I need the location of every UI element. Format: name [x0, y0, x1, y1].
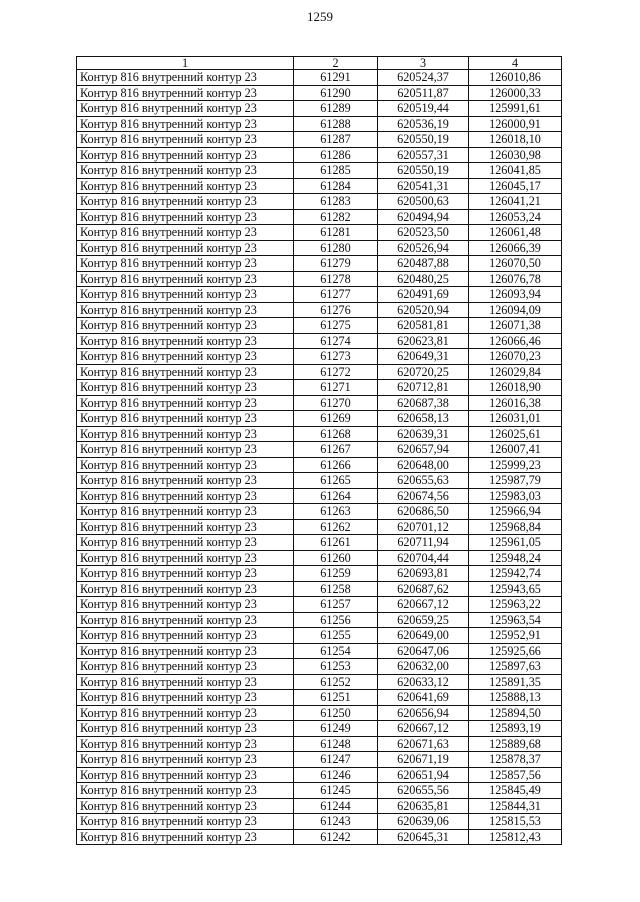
table-row: [77, 721, 562, 737]
y-coordinate-cell: 126000,33: [469, 85, 562, 101]
contour-name-cell: Контур 816 внутренний контур 23: [77, 333, 294, 349]
table-row: [77, 209, 562, 225]
x-coordinate-cell: 620667,12: [378, 721, 469, 737]
contour-name-cell: Контур 816 внутренний контур 23: [77, 612, 294, 628]
point-number-cell: 61262: [294, 519, 378, 535]
table-row: [77, 736, 562, 752]
table-row: [77, 426, 562, 442]
y-coordinate-cell: 125812,43: [469, 829, 562, 845]
table-row: [77, 535, 562, 551]
contour-name-cell: Контур 816 внутренний контур 23: [77, 194, 294, 210]
header-col-2: 2: [294, 57, 378, 70]
contour-name-cell: Контур 816 внутренний контур 23: [77, 442, 294, 458]
table-row: [77, 783, 562, 799]
contour-name-cell: Контур 816 внутренний контур 23: [77, 364, 294, 380]
x-coordinate-cell: 620693,81: [378, 566, 469, 582]
point-number-cell: 61284: [294, 178, 378, 194]
point-number-cell: 61251: [294, 690, 378, 706]
y-coordinate-cell: 125893,19: [469, 721, 562, 737]
contour-name-cell: Контур 816 внутренний контур 23: [77, 147, 294, 163]
contour-name-cell: Контур 816 внутренний контур 23: [77, 798, 294, 814]
y-coordinate-cell: 126007,41: [469, 442, 562, 458]
y-coordinate-cell: 125857,56: [469, 767, 562, 783]
point-number-cell: 61280: [294, 240, 378, 256]
y-coordinate-cell: 125968,84: [469, 519, 562, 535]
x-coordinate-cell: 620491,69: [378, 287, 469, 303]
x-coordinate-cell: 620550,19: [378, 132, 469, 148]
y-coordinate-cell: 125889,68: [469, 736, 562, 752]
point-number-cell: 61242: [294, 829, 378, 845]
y-coordinate-cell: 126000,91: [469, 116, 562, 132]
header-col-3: 3: [378, 57, 469, 70]
contour-name-cell: Контур 816 внутренний контур 23: [77, 674, 294, 690]
point-number-cell: 61268: [294, 426, 378, 442]
y-coordinate-cell: 126041,85: [469, 163, 562, 179]
contour-name-cell: Контур 816 внутренний контур 23: [77, 178, 294, 194]
x-coordinate-cell: 620655,56: [378, 783, 469, 799]
x-coordinate-cell: 620523,50: [378, 225, 469, 241]
table-row: [77, 225, 562, 241]
table-row: [77, 566, 562, 582]
header-col-4: 4: [469, 57, 562, 70]
table-row: [77, 85, 562, 101]
y-coordinate-cell: 125891,35: [469, 674, 562, 690]
y-coordinate-cell: 126029,84: [469, 364, 562, 380]
y-coordinate-cell: 126045,17: [469, 178, 562, 194]
table-row: [77, 147, 562, 163]
coordinates-table: [76, 56, 562, 845]
table-row: [77, 411, 562, 427]
point-number-cell: 61249: [294, 721, 378, 737]
x-coordinate-cell: 620541,31: [378, 178, 469, 194]
x-coordinate-cell: 620581,81: [378, 318, 469, 334]
contour-name-cell: Контур 816 внутренний контур 23: [77, 705, 294, 721]
x-coordinate-cell: 620480,25: [378, 271, 469, 287]
contour-name-cell: Контур 816 внутренний контур 23: [77, 566, 294, 582]
point-number-cell: 61291: [294, 70, 378, 86]
header-col-1: 1: [77, 57, 294, 70]
y-coordinate-cell: 125888,13: [469, 690, 562, 706]
x-coordinate-cell: 620712,81: [378, 380, 469, 396]
y-coordinate-cell: 126076,78: [469, 271, 562, 287]
table-header: [77, 57, 562, 70]
contour-name-cell: Контур 816 внутренний контур 23: [77, 767, 294, 783]
x-coordinate-cell: 620711,94: [378, 535, 469, 551]
x-coordinate-cell: 620641,69: [378, 690, 469, 706]
point-number-cell: 61279: [294, 256, 378, 272]
point-number-cell: 61273: [294, 349, 378, 365]
contour-name-cell: Контур 816 внутренний контур 23: [77, 736, 294, 752]
x-coordinate-cell: 620639,06: [378, 814, 469, 830]
table-row: [77, 364, 562, 380]
point-number-cell: 61257: [294, 597, 378, 613]
x-coordinate-cell: 620667,12: [378, 597, 469, 613]
y-coordinate-cell: 126053,24: [469, 209, 562, 225]
contour-name-cell: Контур 816 внутренний контур 23: [77, 163, 294, 179]
point-number-cell: 61255: [294, 628, 378, 644]
contour-name-cell: Контур 816 внутренний контур 23: [77, 519, 294, 535]
table-row: [77, 178, 562, 194]
y-coordinate-cell: 125991,61: [469, 101, 562, 117]
x-coordinate-cell: 620671,63: [378, 736, 469, 752]
contour-name-cell: Контур 816 внутренний контур 23: [77, 256, 294, 272]
x-coordinate-cell: 620658,13: [378, 411, 469, 427]
y-coordinate-cell: 125948,24: [469, 550, 562, 566]
x-coordinate-cell: 620649,00: [378, 628, 469, 644]
y-coordinate-cell: 126070,23: [469, 349, 562, 365]
x-coordinate-cell: 620720,25: [378, 364, 469, 380]
y-coordinate-cell: 125987,79: [469, 473, 562, 489]
contour-name-cell: Контур 816 внутренний контур 23: [77, 721, 294, 737]
table-row: [77, 798, 562, 814]
contour-name-cell: Контур 816 внутренний контур 23: [77, 550, 294, 566]
x-coordinate-cell: 620671,19: [378, 752, 469, 768]
y-coordinate-cell: 126041,21: [469, 194, 562, 210]
x-coordinate-cell: 620487,88: [378, 256, 469, 272]
x-coordinate-cell: 620686,50: [378, 504, 469, 520]
point-number-cell: 61259: [294, 566, 378, 582]
y-coordinate-cell: 126061,48: [469, 225, 562, 241]
x-coordinate-cell: 620655,63: [378, 473, 469, 489]
y-coordinate-cell: 125966,94: [469, 504, 562, 520]
contour-name-cell: Контур 816 внутренний контур 23: [77, 349, 294, 365]
x-coordinate-cell: 620674,56: [378, 488, 469, 504]
contour-name-cell: Контур 816 внутренний контур 23: [77, 504, 294, 520]
point-number-cell: 61261: [294, 535, 378, 551]
contour-name-cell: Контур 816 внутренний контур 23: [77, 473, 294, 489]
contour-name-cell: Контур 816 внутренний контур 23: [77, 581, 294, 597]
contour-name-cell: Контур 816 внутренний контур 23: [77, 287, 294, 303]
x-coordinate-cell: 620659,25: [378, 612, 469, 628]
point-number-cell: 61290: [294, 85, 378, 101]
point-number-cell: 61286: [294, 147, 378, 163]
contour-name-cell: Контур 816 внутренний контур 23: [77, 85, 294, 101]
table-row: [77, 550, 562, 566]
contour-name-cell: Контур 816 внутренний контур 23: [77, 225, 294, 241]
contour-name-cell: Контур 816 внутренний контур 23: [77, 659, 294, 675]
contour-name-cell: Контур 816 внутренний контур 23: [77, 426, 294, 442]
point-number-cell: 61258: [294, 581, 378, 597]
y-coordinate-cell: 125897,63: [469, 659, 562, 675]
y-coordinate-cell: 126018,90: [469, 380, 562, 396]
x-coordinate-cell: 620635,81: [378, 798, 469, 814]
x-coordinate-cell: 620687,62: [378, 581, 469, 597]
contour-name-cell: Контур 816 внутренний контур 23: [77, 829, 294, 845]
table-row: [77, 318, 562, 334]
x-coordinate-cell: 620526,94: [378, 240, 469, 256]
table-row: [77, 132, 562, 148]
point-number-cell: 61274: [294, 333, 378, 349]
y-coordinate-cell: 126070,50: [469, 256, 562, 272]
point-number-cell: 61266: [294, 457, 378, 473]
y-coordinate-cell: 126093,94: [469, 287, 562, 303]
point-number-cell: 61260: [294, 550, 378, 566]
point-number-cell: 61245: [294, 783, 378, 799]
contour-name-cell: Контур 816 внутренний контур 23: [77, 240, 294, 256]
x-coordinate-cell: 620645,31: [378, 829, 469, 845]
table-row: [77, 829, 562, 845]
x-coordinate-cell: 620649,31: [378, 349, 469, 365]
point-number-cell: 61246: [294, 767, 378, 783]
point-number-cell: 61287: [294, 132, 378, 148]
table-row: [77, 302, 562, 318]
table-row: [77, 643, 562, 659]
y-coordinate-cell: 126066,39: [469, 240, 562, 256]
x-coordinate-cell: 620647,06: [378, 643, 469, 659]
point-number-cell: 61277: [294, 287, 378, 303]
point-number-cell: 61269: [294, 411, 378, 427]
contour-name-cell: Контур 816 внутренний контур 23: [77, 814, 294, 830]
table-row: [77, 674, 562, 690]
point-number-cell: 61283: [294, 194, 378, 210]
contour-name-cell: Контур 816 внутренний контур 23: [77, 488, 294, 504]
table-body: [77, 70, 562, 845]
y-coordinate-cell: 125844,31: [469, 798, 562, 814]
contour-name-cell: Контур 816 внутренний контур 23: [77, 690, 294, 706]
contour-name-cell: Контур 816 внутренний контур 23: [77, 116, 294, 132]
point-number-cell: 61282: [294, 209, 378, 225]
y-coordinate-cell: 125952,91: [469, 628, 562, 644]
x-coordinate-cell: 620687,38: [378, 395, 469, 411]
table-row: [77, 473, 562, 489]
table-row: [77, 194, 562, 210]
contour-name-cell: Контур 816 внутренний контур 23: [77, 628, 294, 644]
x-coordinate-cell: 620511,87: [378, 85, 469, 101]
y-coordinate-cell: 126094,09: [469, 302, 562, 318]
table-row: [77, 240, 562, 256]
point-number-cell: 61253: [294, 659, 378, 675]
contour-name-cell: Контур 816 внутренний контур 23: [77, 318, 294, 334]
x-coordinate-cell: 620633,12: [378, 674, 469, 690]
contour-name-cell: Контур 816 внутренний контур 23: [77, 457, 294, 473]
contour-name-cell: Контур 816 внутренний контур 23: [77, 271, 294, 287]
y-coordinate-cell: 126025,61: [469, 426, 562, 442]
y-coordinate-cell: 126066,46: [469, 333, 562, 349]
point-number-cell: 61275: [294, 318, 378, 334]
x-coordinate-cell: 620657,94: [378, 442, 469, 458]
x-coordinate-cell: 620500,63: [378, 194, 469, 210]
y-coordinate-cell: 125894,50: [469, 705, 562, 721]
table-row: [77, 287, 562, 303]
y-coordinate-cell: 126018,10: [469, 132, 562, 148]
header-row: [77, 57, 562, 70]
table-row: [77, 659, 562, 675]
table-row: [77, 752, 562, 768]
point-number-cell: 61250: [294, 705, 378, 721]
table-row: [77, 597, 562, 613]
table-row: [77, 271, 562, 287]
contour-name-cell: Контур 816 внутренний контур 23: [77, 395, 294, 411]
point-number-cell: 61281: [294, 225, 378, 241]
y-coordinate-cell: 125878,37: [469, 752, 562, 768]
x-coordinate-cell: 620701,12: [378, 519, 469, 535]
y-coordinate-cell: 126031,01: [469, 411, 562, 427]
x-coordinate-cell: 620550,19: [378, 163, 469, 179]
table-row: [77, 612, 562, 628]
point-number-cell: 61272: [294, 364, 378, 380]
x-coordinate-cell: 620536,19: [378, 116, 469, 132]
table-row: [77, 442, 562, 458]
x-coordinate-cell: 620524,37: [378, 70, 469, 86]
point-number-cell: 61256: [294, 612, 378, 628]
y-coordinate-cell: 125942,74: [469, 566, 562, 582]
point-number-cell: 61265: [294, 473, 378, 489]
y-coordinate-cell: 125845,49: [469, 783, 562, 799]
x-coordinate-cell: 620704,44: [378, 550, 469, 566]
table-row: [77, 767, 562, 783]
point-number-cell: 61264: [294, 488, 378, 504]
point-number-cell: 61244: [294, 798, 378, 814]
x-coordinate-cell: 620520,94: [378, 302, 469, 318]
x-coordinate-cell: 620651,94: [378, 767, 469, 783]
table-row: [77, 705, 562, 721]
table-row: [77, 814, 562, 830]
contour-name-cell: Контур 816 внутренний контур 23: [77, 302, 294, 318]
y-coordinate-cell: 125999,23: [469, 457, 562, 473]
page-number: 1259: [307, 9, 333, 24]
y-coordinate-cell: 125815,53: [469, 814, 562, 830]
table-row: [77, 457, 562, 473]
y-coordinate-cell: 126071,38: [469, 318, 562, 334]
x-coordinate-cell: 620519,44: [378, 101, 469, 117]
contour-name-cell: Контур 816 внутренний контур 23: [77, 209, 294, 225]
contour-name-cell: Контур 816 внутренний контур 23: [77, 70, 294, 86]
table-row: [77, 333, 562, 349]
x-coordinate-cell: 620623,81: [378, 333, 469, 349]
table-row: [77, 395, 562, 411]
table-row: [77, 70, 562, 86]
x-coordinate-cell: 620557,31: [378, 147, 469, 163]
table-row: [77, 380, 562, 396]
point-number-cell: 61263: [294, 504, 378, 520]
contour-name-cell: Контур 816 внутренний контур 23: [77, 380, 294, 396]
table-row: [77, 690, 562, 706]
table-row: [77, 581, 562, 597]
point-number-cell: 61248: [294, 736, 378, 752]
contour-name-cell: Контур 816 внутренний контур 23: [77, 132, 294, 148]
y-coordinate-cell: 125961,05: [469, 535, 562, 551]
y-coordinate-cell: 125943,65: [469, 581, 562, 597]
y-coordinate-cell: 126030,98: [469, 147, 562, 163]
y-coordinate-cell: 126010,86: [469, 70, 562, 86]
point-number-cell: 61276: [294, 302, 378, 318]
point-number-cell: 61278: [294, 271, 378, 287]
contour-name-cell: Контур 816 внутренний контур 23: [77, 783, 294, 799]
point-number-cell: 61254: [294, 643, 378, 659]
point-number-cell: 61270: [294, 395, 378, 411]
table-row: [77, 628, 562, 644]
contour-name-cell: Контур 816 внутренний контур 23: [77, 752, 294, 768]
x-coordinate-cell: 620632,00: [378, 659, 469, 675]
x-coordinate-cell: 620648,00: [378, 457, 469, 473]
point-number-cell: 61243: [294, 814, 378, 830]
table-row: [77, 163, 562, 179]
contour-name-cell: Контур 816 внутренний контур 23: [77, 597, 294, 613]
y-coordinate-cell: 125963,54: [469, 612, 562, 628]
table-row: [77, 101, 562, 117]
table-row: [77, 504, 562, 520]
y-coordinate-cell: 126016,38: [469, 395, 562, 411]
table-row: [77, 488, 562, 504]
table-row: [77, 116, 562, 132]
table-row: [77, 349, 562, 365]
point-number-cell: 61247: [294, 752, 378, 768]
point-number-cell: 61288: [294, 116, 378, 132]
table-row: [77, 519, 562, 535]
contour-name-cell: Контур 816 внутренний контур 23: [77, 643, 294, 659]
point-number-cell: 61267: [294, 442, 378, 458]
x-coordinate-cell: 620639,31: [378, 426, 469, 442]
point-number-cell: 61271: [294, 380, 378, 396]
point-number-cell: 61285: [294, 163, 378, 179]
contour-name-cell: Контур 816 внутренний контур 23: [77, 101, 294, 117]
y-coordinate-cell: 125925,66: [469, 643, 562, 659]
x-coordinate-cell: 620494,94: [378, 209, 469, 225]
point-number-cell: 61252: [294, 674, 378, 690]
contour-name-cell: Контур 816 внутренний контур 23: [77, 411, 294, 427]
y-coordinate-cell: 125963,22: [469, 597, 562, 613]
x-coordinate-cell: 620656,94: [378, 705, 469, 721]
y-coordinate-cell: 125983,03: [469, 488, 562, 504]
contour-name-cell: Контур 816 внутренний контур 23: [77, 535, 294, 551]
table-row: [77, 256, 562, 272]
point-number-cell: 61289: [294, 101, 378, 117]
